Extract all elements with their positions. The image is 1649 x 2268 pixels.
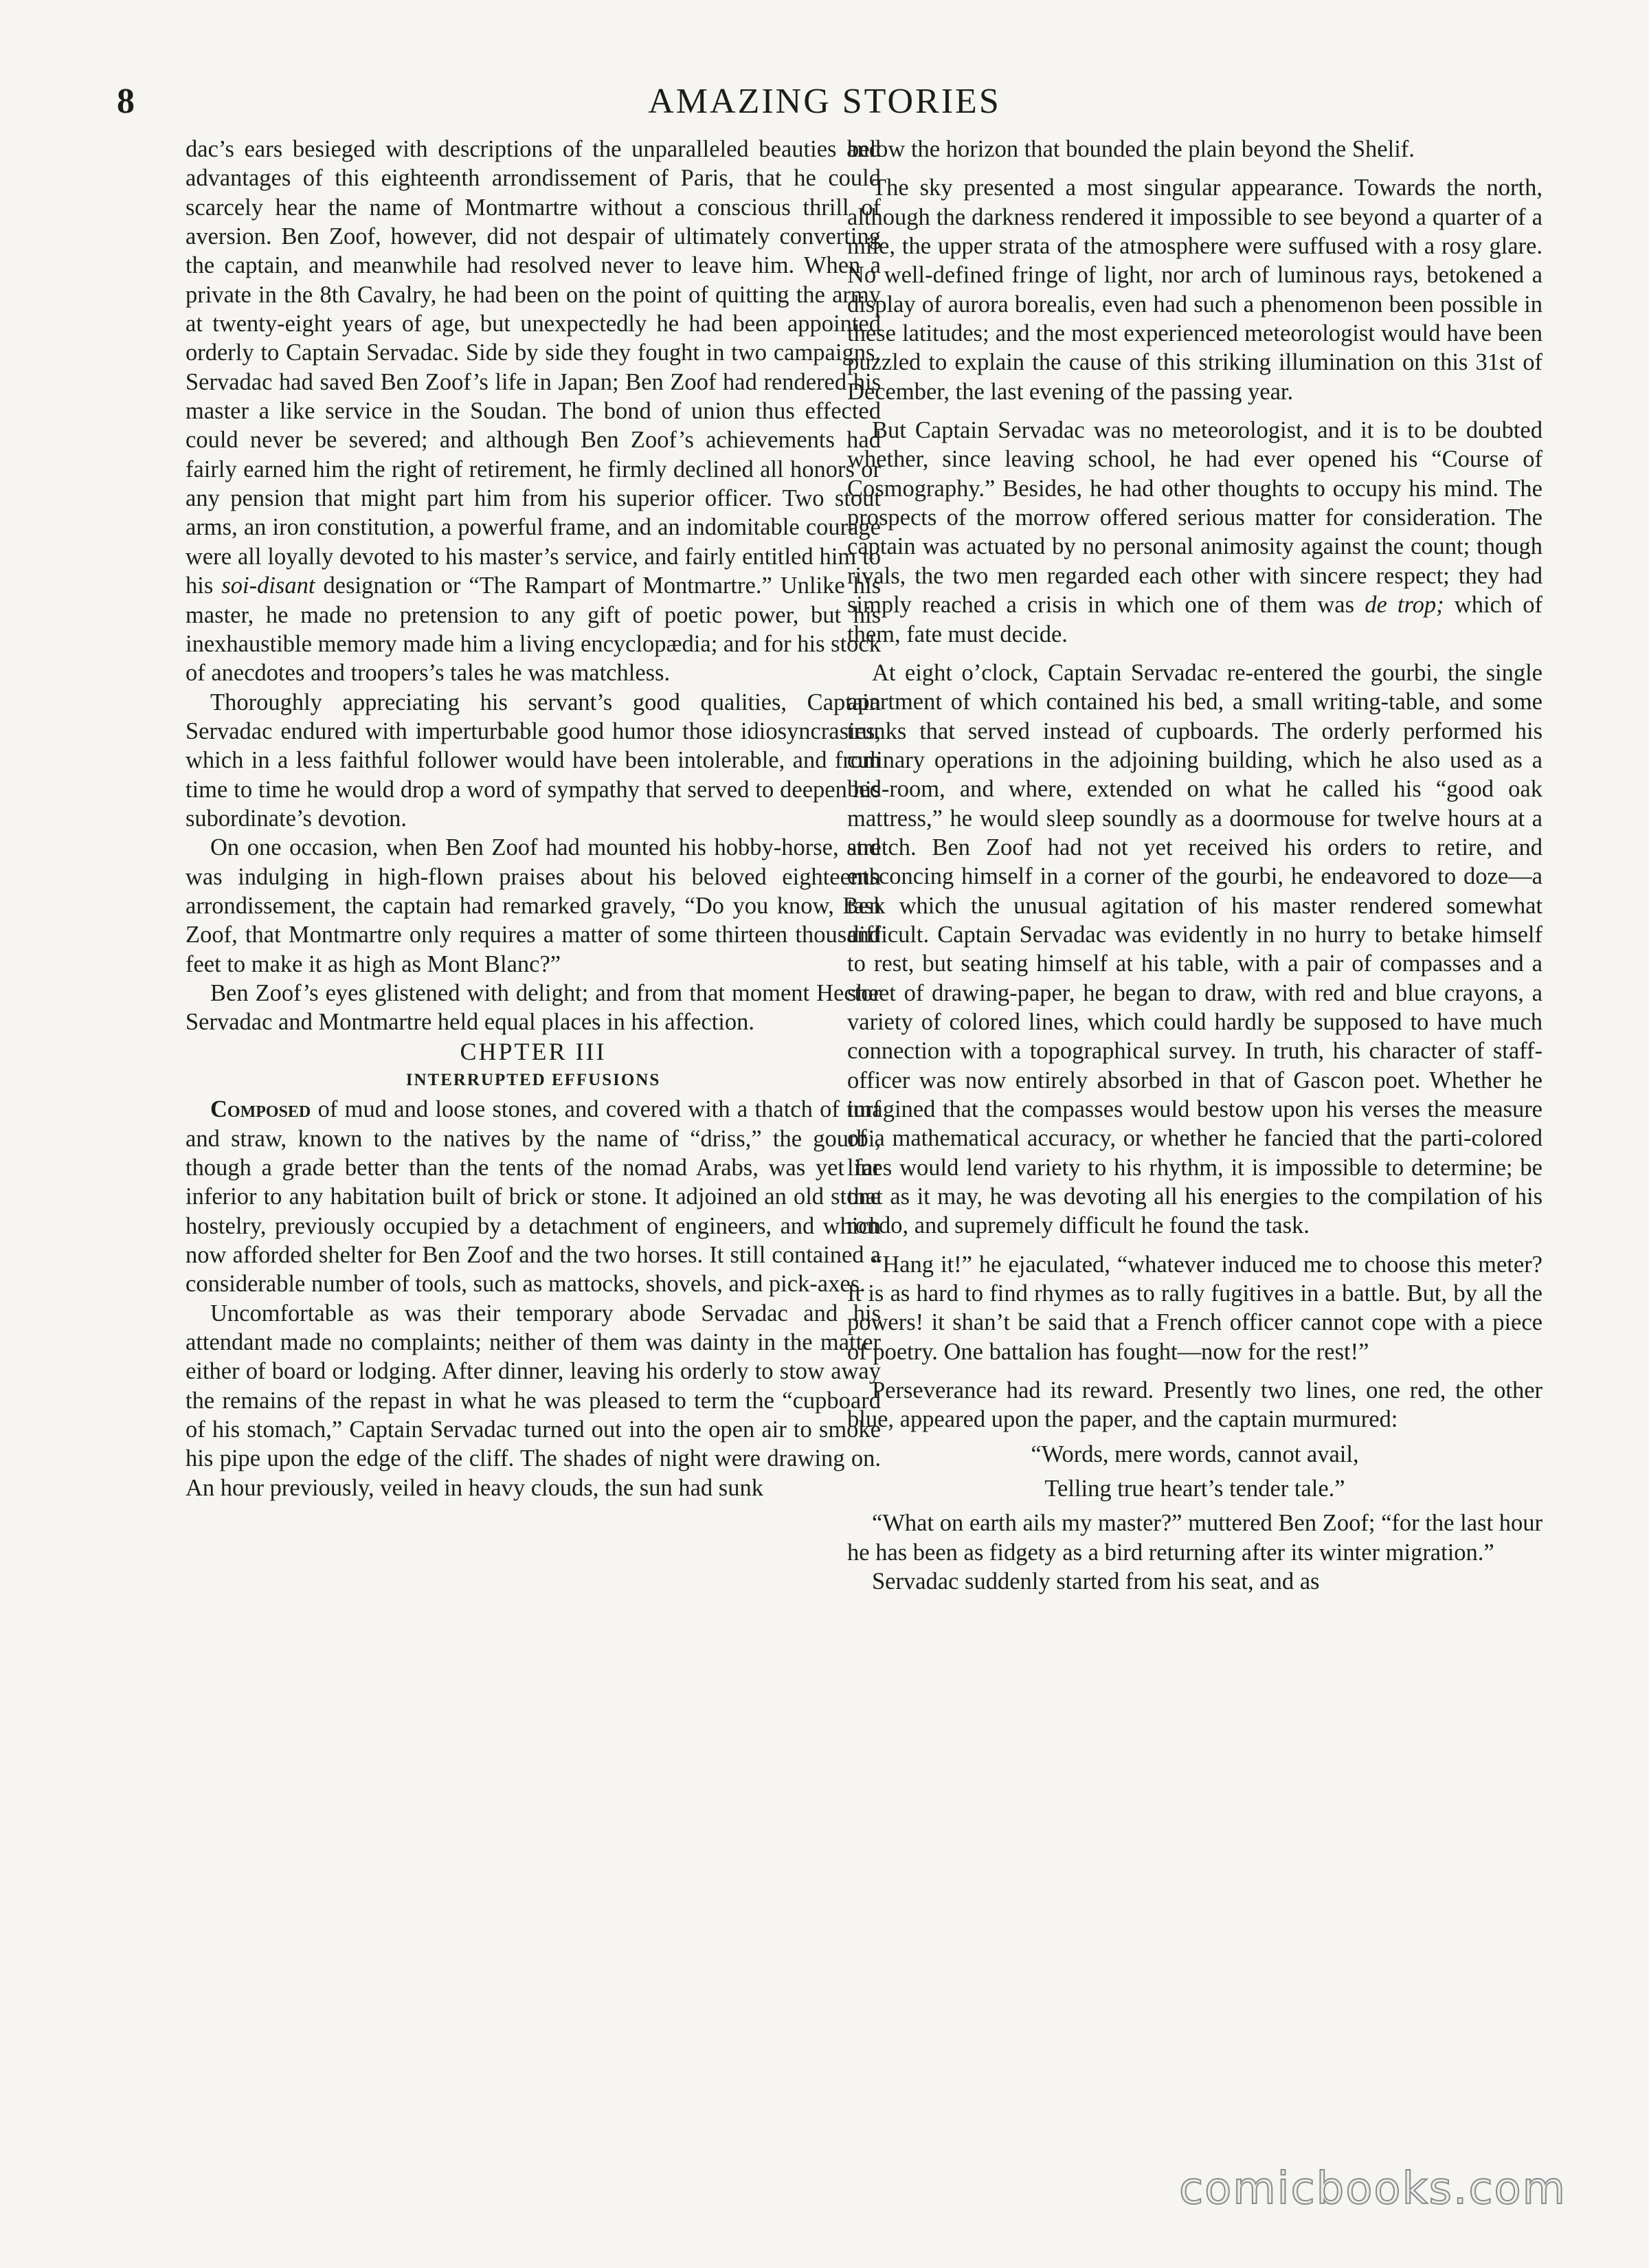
poem-line: Telling true heart’s tender tale.” [1044, 1476, 1345, 1502]
paragraph: Uncomfortable as was their temporary abode Servadac and his attendant made no complaints; neither of them was dainty in the matter either of board or lodging. After dinner, leaving his orderly to stow away the remains of the repast in what he was pleased to term the “cupboard of his stomach,” Captain Servadac turned out into the open air to smoke his pipe upon the edge of the cliff. The shades of night were drawing on. An hour previously, veiled in heavy clouds, the sun had sunk [186, 1300, 881, 1501]
paragraph: “What on earth ails my master?” muttered Ben Zoof; “for the last hour he has been as fidgety as a bird returning after its winter migration.” [847, 1510, 1543, 1566]
paragraph: below the horizon that bounded the plain beyond the Shelif. [847, 136, 1415, 162]
paragraph: Thoroughly appreciating his servant’s good qualities, Captain Servadac endured with imperturbable good humor those idiosyncrasies, which in a less faithful follower would have been intolerable, and from time to time he would drop a word of sympathy that served to deepen his subordinate’s devotion. [186, 689, 881, 832]
paragraph: But Captain Servadac was no meteorologist, and it is to be doubted whether, since leaving school, he had ever opened his “Course of Cosmography.” Besides, he had other thoughts to occupy his mind. The prospects of the morrow offered serious matter for consideration. The captain was actuated by no personal animosity against the count; though rivals, the two men regarded each other with sincere respect; they had simply reached a crisis in which one of them was de trop; which of them, fate must decide. [847, 417, 1543, 647]
paragraph: At eight o’clock, Captain Servadac re-entered the gourbi, the single apartment of which contained his bed, a small writing-table, and some trunks that served instead of cupboards. The orderly performed his culinary operations in the adjoining building, which he also used as a bed-room, and where, extended on what he called his “good oak mattress,” he would sleep soundly as a doormouse for twelve hours at a stretch. Ben Zoof had not yet received his orders to retire, and ensconcing himself in a corner of the gourbi, he endeavored to doze—a task which the unusual agitation of his master rendered somewhat difficult. Captain Servadac was evidently in no hurry to betake himself to rest, but seating himself at his table, with a pair of compasses and a sheet of drawing-paper, he began to draw, with red and blue crayons, a variety of colored lines, which could hardly be supposed to have much connection with a topographical survey. In truth, his character of staff-officer was now entirely absorbed in that of Gascon poet. Whether he imagined that the compasses would bestow upon his verses the measure of a mathematical accuracy, or whether he fancied that the parti-colored lines would lend variety to his rhythm, it is impossible to determine; be that as it may, he was devoting all his energies to the compilation of his rondo, and supremely difficult he found the task. [847, 659, 1543, 1239]
chapter-subtitle: INTERRUPTED EFFUSIONS [405, 1071, 661, 1089]
page-header [0, 81, 1649, 129]
drop-lead: Composed [210, 1096, 311, 1123]
poem-line: “Words, mere words, cannot avail, [1031, 1441, 1359, 1467]
left-column [186, 135, 881, 1502]
magazine-title: AMAZING STORIES [648, 82, 1001, 121]
right-column [847, 135, 1543, 1597]
paragraph: Perseverance had its reward. Presently two lines, one red, the other blue, appeared upon the paper, and the captain murmured: [847, 1377, 1543, 1433]
page-number: 8 [117, 82, 135, 121]
paragraph: dac’s ears besieged with descriptions of the unparalleled beauties and advantages of this eighteenth arrondissement of Paris, that he could scarcely hear the name of Montmartre without a conscious thrill of aversion. Ben Zoof, however, did not despair of ultimately converting the captain, and meanwhile had resolved never to leave him. When a private in the 8th Cavalry, he had been on the point of quitting the army at twenty-eight years of age, but unexpectedly he had been appointed orderly to Captain Servadac. Side by side they fought in two campaigns. Servadac had saved Ben Zoof’s life in Japan; Ben Zoof had rendered his master a like service in the Soudan. The bond of union thus effected could never be severed; and although Ben Zoof’s achievements had fairly earned him the right of retirement, he firmly declined all honors or any pension that might part him from his superior officer. Two stout arms, an iron constitution, a powerful frame, and an indomitable courage were all loyally devoted to his master’s service, and fairly entitled him to his soi-disant designation or “The Rampart of Montmartre.” Unlike his master, he made no pretension to any gift of poetic power, but his inexhaustible memory made him a living encyclopædia; and for his stock of anecdotes and troopers’s tales he was matchless. [186, 136, 882, 687]
chapter-heading: CHPTER III [460, 1037, 607, 1065]
paragraph: Ben Zoof’s eyes glistened with delight; and from that moment Hector Servadac and Montmartre held equal places in his affection. [186, 979, 881, 1036]
paragraph: Composed of mud and loose stones, and covered with a thatch of turf and straw, known to the natives by the name of “driss,” the gourbi, though a grade better than the tents of the nomad Arabs, was yet far inferior to any habitation built of brick or stone. It adjoined an old stone hostelry, previously occupied by a detachment of engineers, and which now afforded shelter for Ben Zoof and the two horses. It still contained a considerable number of tools, such as mattocks, shovels, and pick-axes. [186, 1096, 882, 1298]
watermark: comicbooks.com [1178, 2164, 1567, 2214]
paragraph: Servadac suddenly started from his seat, and as [872, 1568, 1320, 1595]
paragraph: The sky presented a most singular appearance. Towards the north, although the darkness rendered it impossible to see beyond a quarter of a mile, the upper strata of the atmosphere were suffused with a rosy glare. No well-defined fringe of light, nor arch of luminous rays, betokened a display of aurora borealis, even had such a phenomenon been possible in these latitudes; and the most experienced meteorologist would have been puzzled to explain the cause of this striking illumination on this 31st of December, the last evening of the passing year. [847, 175, 1543, 405]
paragraph: “Hang it!” he ejaculated, “whatever induced me to choose this meter? It is as hard to find rhymes as to rally fugitives in a battle. But, by all the powers! it shan’t be said that a French officer cannot cope with a piece of poetry. One battalion has fought—now for the rest!” [847, 1251, 1543, 1365]
paragraph: On one occasion, when Ben Zoof had mounted his hobby-horse, and was indulging in high-flown praises about his beloved eighteenth arrondissement, the captain had remarked gravely, “Do you know, Ben Zoof, that Montmartre only requires a matter of some thirteen thousand feet to make it as high as Mont Blanc?” [186, 834, 881, 977]
